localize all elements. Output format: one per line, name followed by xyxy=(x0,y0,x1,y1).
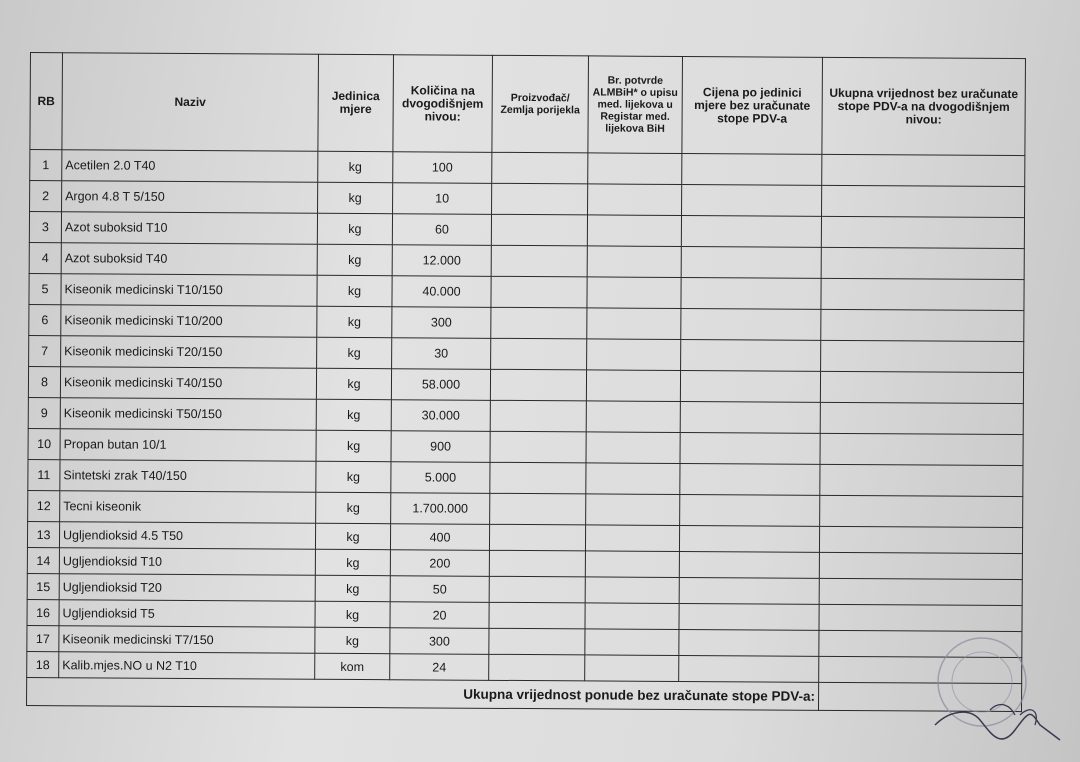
cell-kolicina: 100 xyxy=(393,152,492,184)
cell-proizvodjac xyxy=(490,400,586,432)
header-jedinica: Jedinica mjere xyxy=(318,54,394,151)
cell-cijena xyxy=(679,525,819,552)
cell-rb: 6 xyxy=(29,304,61,335)
price-table xyxy=(26,52,1026,712)
cell-proizvodjac xyxy=(491,276,587,308)
cell-naziv: Argon 4.8 T 5/150 xyxy=(62,181,318,214)
cell-ukupna xyxy=(821,216,1024,248)
cell-br-potvrde xyxy=(587,339,681,371)
cell-cijena xyxy=(681,339,821,371)
cell-cijena xyxy=(679,629,819,656)
cell-ukupna xyxy=(819,578,1022,605)
cell-naziv: Ugljendioksid T20 xyxy=(59,574,315,602)
cell-br-potvrde xyxy=(587,308,681,340)
cell-proizvodjac xyxy=(491,307,587,339)
cell-jedinica: kg xyxy=(317,337,392,368)
cell-kolicina: 50 xyxy=(390,576,489,603)
cell-kolicina: 30.000 xyxy=(391,400,490,432)
cell-br-potvrde xyxy=(587,277,681,309)
cell-cijena xyxy=(679,551,819,578)
header-cijena: Cijena po jedinici mjere bez uračunate stope PDV-a xyxy=(682,56,823,154)
cell-proizvodjac xyxy=(489,628,585,655)
cell-proizvodjac xyxy=(491,245,587,277)
header-rb: RB xyxy=(30,53,63,150)
cell-cijena xyxy=(680,370,820,402)
cell-cijena xyxy=(681,246,821,278)
cell-kolicina: 40.000 xyxy=(392,276,491,308)
cell-jedinica: kom xyxy=(315,653,390,679)
cell-rb: 17 xyxy=(27,625,59,651)
cell-br-potvrde xyxy=(585,577,679,604)
cell-kolicina: 200 xyxy=(390,550,489,577)
cell-ukupna xyxy=(820,495,1023,527)
cell-ukupna xyxy=(821,247,1024,279)
cell-jedinica: kg xyxy=(317,306,392,337)
cell-jedinica: kg xyxy=(318,182,393,213)
cell-cijena xyxy=(680,494,820,526)
cell-rb: 7 xyxy=(29,335,61,366)
cell-ukupna xyxy=(821,340,1024,372)
cell-proizvodjac xyxy=(490,431,586,463)
cell-ukupna xyxy=(821,278,1024,310)
cell-kolicina: 30 xyxy=(392,338,491,370)
cell-rb: 15 xyxy=(27,573,59,599)
cell-br-potvrde xyxy=(586,432,680,464)
cell-rb: 1 xyxy=(30,150,62,181)
cell-br-potvrde xyxy=(586,401,680,433)
cell-br-potvrde xyxy=(586,463,680,495)
cell-br-potvrde xyxy=(587,246,681,278)
cell-jedinica: kg xyxy=(317,213,392,244)
cell-rb: 10 xyxy=(28,428,60,459)
cell-naziv: Kiseonik medicinski T10/150 xyxy=(61,274,317,307)
cell-jedinica: kg xyxy=(316,430,391,461)
cell-proizvodjac xyxy=(490,493,586,525)
cell-ukupna xyxy=(820,464,1023,496)
cell-ukupna xyxy=(820,371,1023,403)
cell-kolicina: 400 xyxy=(390,524,489,551)
cell-jedinica: kg xyxy=(318,151,393,182)
cell-cijena xyxy=(681,308,821,340)
header-ukupna: Ukupna vrijednost bez uračunate stope PDV-a na dvogodišnjem nivou: xyxy=(822,57,1026,155)
cell-naziv: Kiseonik medicinski T7/150 xyxy=(59,626,315,654)
cell-rb: 11 xyxy=(28,459,60,490)
cell-kolicina: 300 xyxy=(390,628,489,655)
cell-jedinica: kg xyxy=(315,523,390,549)
cell-proizvodjac xyxy=(489,524,585,551)
cell-rb: 12 xyxy=(28,490,60,521)
cell-jedinica: kg xyxy=(316,368,391,399)
cell-rb: 18 xyxy=(27,651,59,677)
cell-jedinica: kg xyxy=(317,244,392,275)
cell-kolicina: 58.000 xyxy=(391,369,490,401)
cell-kolicina: 60 xyxy=(392,214,491,246)
cell-cijena xyxy=(682,184,822,216)
cell-kolicina: 5.000 xyxy=(391,462,490,494)
cell-naziv: Kiseonik medicinski T40/150 xyxy=(60,367,316,400)
cell-br-potvrde xyxy=(585,525,679,552)
cell-kolicina: 900 xyxy=(391,431,490,463)
cell-jedinica: kg xyxy=(316,461,391,492)
cell-cijena xyxy=(682,153,822,185)
cell-cijena xyxy=(680,463,820,495)
cell-br-potvrde xyxy=(585,551,679,578)
cell-jedinica: kg xyxy=(315,627,390,653)
cell-br-potvrde xyxy=(585,629,679,656)
cell-jedinica: kg xyxy=(315,601,390,627)
cell-naziv: Azot suboksid T40 xyxy=(61,243,317,276)
cell-br-potvrde xyxy=(588,184,682,216)
cell-naziv: Acetilen 2.0 T40 xyxy=(62,150,318,183)
cell-kolicina: 24 xyxy=(390,654,489,681)
cell-proizvodjac xyxy=(489,602,585,629)
table-header-row xyxy=(30,53,1026,156)
cell-kolicina: 1.700.000 xyxy=(391,493,490,525)
cell-proizvodjac xyxy=(490,462,586,494)
cell-cijena xyxy=(681,215,821,247)
cell-proizvodjac xyxy=(491,214,587,246)
cell-cijena xyxy=(679,655,819,682)
header-naziv: Naziv xyxy=(62,53,319,152)
cell-kolicina: 10 xyxy=(393,183,492,215)
cell-naziv: Tecni kiseonik xyxy=(60,491,316,524)
cell-jedinica: kg xyxy=(315,575,390,601)
cell-br-potvrde xyxy=(585,655,679,682)
cell-ukupna xyxy=(820,433,1023,465)
cell-proizvodjac xyxy=(492,152,588,184)
cell-rb: 14 xyxy=(27,547,59,573)
cell-proizvodjac xyxy=(489,654,585,681)
cell-naziv: Kalib.mjes.NO u N2 T10 xyxy=(59,652,315,680)
cell-naziv: Kiseonik medicinski T50/150 xyxy=(60,398,316,431)
cell-jedinica: kg xyxy=(316,492,391,523)
cell-jedinica: kg xyxy=(317,275,392,306)
footer-total-label: Ukupna vrijednost ponude bez uračunate stope PDV-a: xyxy=(27,677,819,710)
header-kolicina: Količina na dvogodišnjem nivou: xyxy=(393,55,493,153)
cell-ukupna xyxy=(819,604,1022,631)
header-br-potvrde: Br. potvrde ALMBiH* o upisu med. lijekova u Registar med. lijekova BiH xyxy=(588,56,683,154)
cell-br-potvrde xyxy=(588,153,682,185)
stamp-seal-icon xyxy=(930,630,1070,760)
cell-naziv: Sintetski zrak T40/150 xyxy=(60,460,316,493)
cell-naziv: Ugljendioksid T5 xyxy=(59,600,315,628)
cell-kolicina: 300 xyxy=(392,307,491,339)
cell-ukupna xyxy=(819,526,1022,553)
document-page xyxy=(26,52,1025,712)
cell-kolicina: 20 xyxy=(390,602,489,629)
cell-jedinica: kg xyxy=(315,549,390,575)
cell-proizvodjac xyxy=(489,576,585,603)
cell-rb: 8 xyxy=(28,366,60,397)
cell-proizvodjac xyxy=(489,550,585,577)
cell-jedinica: kg xyxy=(316,399,391,430)
cell-rb: 16 xyxy=(27,599,59,625)
cell-br-potvrde xyxy=(587,215,681,247)
cell-naziv: Azot suboksid T10 xyxy=(61,212,317,245)
cell-cijena xyxy=(680,401,820,433)
cell-proizvodjac xyxy=(491,338,587,370)
cell-rb: 4 xyxy=(29,242,61,273)
cell-cijena xyxy=(680,432,820,464)
cell-rb: 2 xyxy=(30,181,62,212)
cell-cijena xyxy=(681,277,821,309)
cell-ukupna xyxy=(820,402,1023,434)
cell-naziv: Propan butan 10/1 xyxy=(60,429,316,462)
cell-ukupna xyxy=(819,552,1022,579)
table-footer-row xyxy=(27,677,1022,711)
cell-cijena xyxy=(679,603,819,630)
cell-ukupna xyxy=(822,154,1025,186)
cell-proizvodjac xyxy=(492,183,588,215)
cell-br-potvrde xyxy=(586,370,680,402)
cell-kolicina: 12.000 xyxy=(392,245,491,277)
cell-rb: 9 xyxy=(28,397,60,428)
cell-br-potvrde xyxy=(585,603,679,630)
cell-rb: 3 xyxy=(29,212,61,243)
cell-rb: 13 xyxy=(27,521,59,547)
cell-ukupna xyxy=(821,309,1024,341)
cell-ukupna xyxy=(822,185,1025,217)
cell-proizvodjac xyxy=(490,369,586,401)
cell-naziv: Ugljendioksid 4.5 T50 xyxy=(59,522,315,550)
header-proizvodjac: Proizvođač/ Zemlja porijekla xyxy=(492,55,589,153)
cell-cijena xyxy=(679,577,819,604)
cell-br-potvrde xyxy=(586,494,680,526)
cell-rb: 5 xyxy=(29,273,61,304)
cell-naziv: Ugljendioksid T10 xyxy=(59,548,315,576)
cell-naziv: Kiseonik medicinski T20/150 xyxy=(61,336,317,369)
cell-naziv: Kiseonik medicinski T10/200 xyxy=(61,305,317,338)
